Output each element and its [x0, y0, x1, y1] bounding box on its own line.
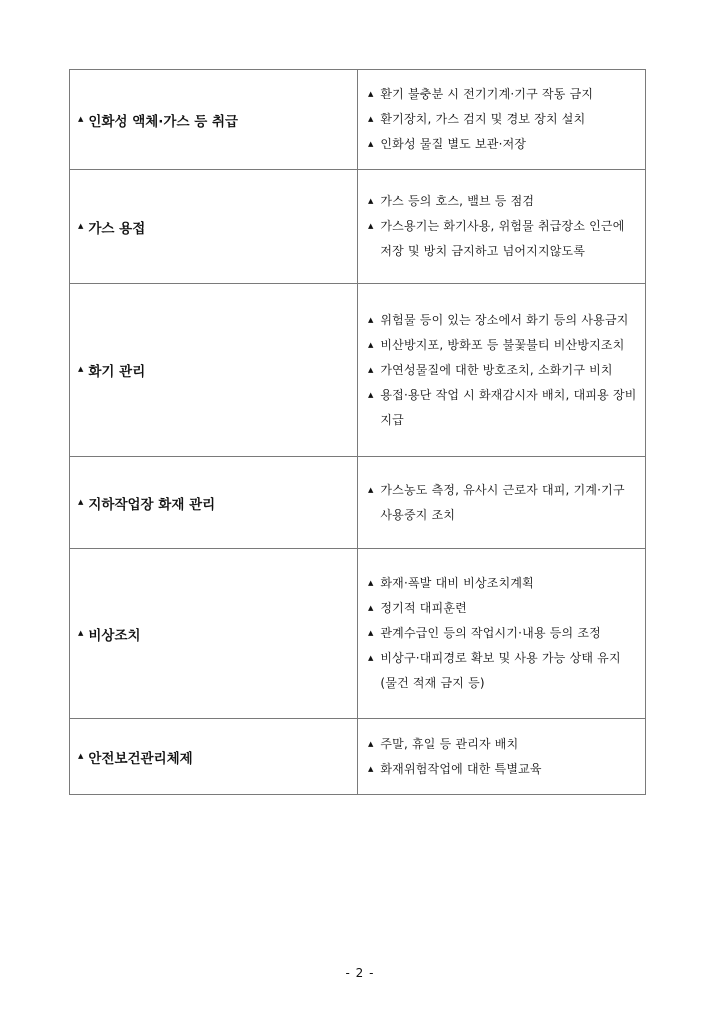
items-cell — [358, 284, 646, 457]
triangle-bullet-icon: ▲ — [368, 739, 374, 748]
table-row — [70, 457, 646, 549]
triangle-bullet-icon: ▲ — [368, 365, 374, 374]
list-item: ▲ 위험물 등이 있는 장소에서 화기 등의 사용금지 — [368, 308, 637, 333]
triangle-bullet-icon: ▲ — [368, 629, 374, 637]
category-cell — [70, 284, 358, 457]
triangle-bullet-icon: ▲ — [368, 654, 374, 662]
triangle-bullet-icon: ▲ — [78, 628, 84, 637]
items-cell — [358, 170, 646, 284]
table-row — [70, 719, 646, 795]
triangle-bullet-icon: ▲ — [368, 90, 374, 98]
list-item: ▲ 비상구·대피경로 확보 및 사용 가능 상태 유지 (물건 적재 금지 등) — [368, 646, 637, 696]
list-item: ▲ 가스농도 측정, 유사시 근로자 대피, 기계·기구 사용중지 조치 — [368, 478, 637, 528]
page-number: - 2 - — [345, 966, 375, 980]
category-cell — [70, 70, 358, 170]
list-item: ▲ 주말, 휴일 등 관리자 배치 — [368, 732, 637, 757]
table-row — [70, 284, 646, 457]
triangle-bullet-icon: ▲ — [368, 315, 374, 324]
triangle-bullet-icon: ▲ — [78, 751, 84, 760]
list-item: ▲ 가스 등의 호스, 밸브 등 점검 — [368, 189, 637, 214]
category-cell — [70, 549, 358, 719]
items-cell — [358, 70, 646, 170]
triangle-bullet-icon: ▲ — [78, 114, 84, 123]
triangle-bullet-icon: ▲ — [368, 140, 374, 148]
triangle-bullet-icon: ▲ — [368, 485, 374, 494]
triangle-bullet-icon: ▲ — [78, 221, 84, 230]
triangle-bullet-icon: ▲ — [368, 197, 374, 205]
triangle-bullet-icon: ▲ — [78, 365, 84, 373]
items-cell — [358, 549, 646, 719]
category-cell — [70, 719, 358, 795]
category-label: 비상조치 — [88, 627, 141, 644]
list-item: ▲ 가스용기는 화기사용, 위험물 취급장소 인근에 저장 및 방치 금지하고 넘어지지않도록 — [368, 214, 637, 264]
list-item: ▲ 비산방지포, 방화포 등 불꽃불티 비산방지조치 — [368, 333, 637, 358]
items-cell — [358, 457, 646, 549]
list-item: ▲ 용접·용단 작업 시 화재감시자 배치, 대피용 장비 지급 — [368, 383, 637, 433]
category-cell — [70, 170, 358, 284]
triangle-bullet-icon: ▲ — [368, 764, 374, 773]
triangle-bullet-icon: ▲ — [368, 579, 374, 587]
category-label: 가스 용접 — [88, 220, 146, 237]
list-item: ▲ 가연성물질에 대한 방호조치, 소화기구 비치 — [368, 358, 637, 383]
table-row — [70, 70, 646, 170]
triangle-bullet-icon: ▲ — [368, 115, 374, 123]
items-cell — [358, 719, 646, 795]
list-item: ▲ 화재·폭발 대비 비상조치계획 — [368, 571, 637, 596]
triangle-bullet-icon: ▲ — [368, 222, 374, 230]
triangle-bullet-icon: ▲ — [368, 340, 374, 349]
list-item: ▲ 환기 불충분 시 전기기계·기구 작동 금지 — [368, 82, 637, 107]
triangle-bullet-icon: ▲ — [78, 497, 84, 506]
table-row — [70, 170, 646, 284]
list-item: ▲ 환기장치, 가스 검지 및 경보 장치 설치 — [368, 107, 637, 132]
list-item: ▲ 인화성 물질 별도 보관·저장 — [368, 132, 637, 157]
list-item: ▲ 화재위험작업에 대한 특별교육 — [368, 757, 637, 782]
list-item: ▲ 정기적 대피훈련 — [368, 596, 637, 621]
category-cell — [70, 457, 358, 549]
category-label: 인화성 액체·가스 등 취급 — [88, 113, 239, 130]
category-label: 화기 관리 — [88, 364, 146, 380]
list-item: ▲ 관계수급인 등의 작업시기·내용 등의 조정 — [368, 621, 637, 646]
triangle-bullet-icon: ▲ — [368, 390, 374, 399]
category-label: 지하작업장 화재 관리 — [88, 496, 216, 513]
fire-safety-table — [69, 69, 646, 795]
table-row — [70, 549, 646, 719]
triangle-bullet-icon: ▲ — [368, 604, 374, 612]
category-label: 안전보건관리체제 — [88, 750, 193, 767]
